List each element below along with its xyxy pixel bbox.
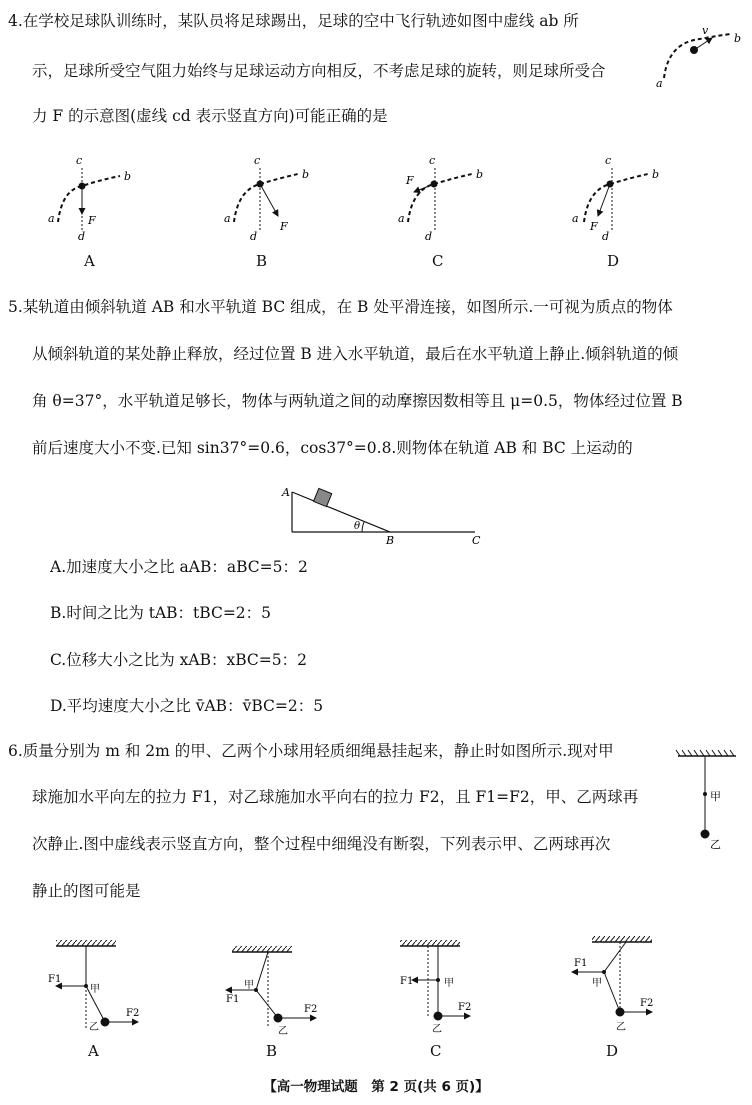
svg-text:b: b bbox=[652, 168, 660, 181]
q4-option-c-figure bbox=[398, 154, 483, 243]
svg-text:d: d bbox=[250, 230, 258, 243]
svg-text:d: d bbox=[602, 230, 610, 243]
q5-option-c: C.位移大小之比为 xAB：xBC=5：2 bbox=[50, 651, 307, 669]
svg-text:F2: F2 bbox=[304, 1004, 318, 1015]
svg-text:F: F bbox=[280, 220, 288, 233]
q4-option-a-figure bbox=[48, 154, 131, 243]
svg-text:c: c bbox=[605, 154, 612, 167]
svg-text:F: F bbox=[590, 220, 598, 233]
q5-option-b: B.时间之比为 tAB：tBC=2：5 bbox=[50, 604, 272, 622]
q6-option-a-figure bbox=[48, 940, 139, 1033]
svg-text:c: c bbox=[76, 154, 83, 167]
q5-line-2: 从倾斜轨道的某处静止释放，经过位置 B 进入水平轨道，最后在水平轨道上静止.倾斜轨道的倾 bbox=[32, 345, 679, 363]
q5-label-a: A bbox=[282, 486, 290, 499]
q5-line-3: 角 θ=37°，水平轨道足够长，物体与两轨道之间的动摩擦因数相等且 μ=0.5，物体经过位置 B bbox=[32, 392, 683, 410]
q6-line-3: 次静止.图中虚线表示竖直方向，整个过程中细绳没有断裂，下列表示甲、乙两球再次 bbox=[32, 835, 611, 853]
q4-option-d-letter: D bbox=[607, 252, 620, 270]
svg-text:F: F bbox=[406, 174, 414, 187]
svg-text:F2: F2 bbox=[640, 998, 654, 1009]
q6-option-c-figure bbox=[400, 940, 471, 1035]
svg-text:F: F bbox=[88, 214, 96, 227]
q4-trajectory-figure bbox=[650, 22, 750, 92]
q5-option-a: A.加速度大小之比 aAB：aBC=5：2 bbox=[50, 558, 308, 576]
q6-option-d-letter: D bbox=[606, 1042, 619, 1060]
svg-text:d: d bbox=[78, 230, 86, 243]
q4-option-figures bbox=[0, 150, 752, 250]
q5-label-b: B bbox=[386, 534, 395, 547]
q4-option-c-letter: C bbox=[432, 252, 444, 270]
q6-line-4: 静止的图可能是 bbox=[32, 882, 141, 900]
svg-text:b: b bbox=[302, 168, 310, 181]
svg-text:d: d bbox=[425, 230, 433, 243]
q4-top-a-label: a bbox=[656, 77, 663, 90]
svg-text:c: c bbox=[429, 154, 436, 167]
q4-line-2: 示，足球所受空气阻力始终与足球运动方向相反，不考虑足球的旋转，则足球所受合 bbox=[32, 62, 606, 80]
q6-option-d-figure bbox=[572, 936, 653, 1033]
svg-text:a: a bbox=[224, 212, 231, 225]
q6-option-b-letter: B bbox=[266, 1042, 278, 1060]
svg-text:甲: 甲 bbox=[444, 978, 454, 989]
q4-top-v-label: v bbox=[702, 24, 709, 37]
q4-option-d-figure bbox=[572, 154, 659, 243]
svg-text:a: a bbox=[398, 212, 405, 225]
svg-text:F1: F1 bbox=[226, 994, 240, 1005]
q6-option-b-figure bbox=[226, 946, 317, 1037]
q5-line-1: 5.某轨道由倾斜轨道 AB 和水平轨道 BC 组成，在 B 处平滑连接，如图所示.一可视为质点的物体 bbox=[8, 298, 673, 316]
svg-text:乙: 乙 bbox=[616, 1022, 626, 1033]
q6-hanging-figure bbox=[670, 748, 750, 858]
svg-text:甲: 甲 bbox=[244, 980, 254, 991]
svg-text:a: a bbox=[48, 212, 55, 225]
q6-option-a-letter: A bbox=[88, 1042, 99, 1060]
svg-text:a: a bbox=[572, 212, 579, 225]
q4-option-a-letter: A bbox=[84, 252, 95, 270]
q4-option-b-letter: B bbox=[256, 252, 268, 270]
q5-label-c: C bbox=[472, 534, 481, 547]
q5-option-d: D.平均速度大小之比 v̄AB：v̄BC=2：5 bbox=[50, 697, 324, 715]
q4-line-1: 4.在学校足球队训练时，某队员将足球踢出，足球的空中飞行轨迹如图中虚线 ab 所 bbox=[8, 12, 579, 30]
q5-label-theta: θ bbox=[354, 521, 361, 532]
svg-text:F2: F2 bbox=[126, 1008, 140, 1019]
q6-yi-label: 乙 bbox=[710, 838, 721, 851]
q4-line-3: 力 F 的示意图(虚线 cd 表示竖直方向)可能正确的是 bbox=[32, 107, 388, 125]
svg-text:F1: F1 bbox=[574, 958, 588, 969]
page-footer: 【高一物理试题 第 2 页(共 6 页)】 bbox=[263, 1079, 489, 1095]
svg-text:b: b bbox=[476, 168, 484, 181]
svg-text:F1: F1 bbox=[400, 976, 414, 987]
q6-option-figures bbox=[0, 930, 752, 1045]
q6-line-1: 6.质量分别为 m 和 2m 的甲、乙两个小球用轻质细绳悬挂起来，静止时如图所示.现对甲 bbox=[8, 742, 614, 760]
q5-line-4: 前后速度大小不变.已知 sin37°=0.6，cos37°=0.8.则物体在轨道 AB 和 BC 上运动的 bbox=[32, 439, 633, 457]
q4-option-b-figure bbox=[224, 154, 309, 243]
svg-text:甲: 甲 bbox=[592, 978, 602, 989]
svg-text:甲: 甲 bbox=[90, 984, 100, 995]
q6-option-c-letter: C bbox=[430, 1042, 442, 1060]
q4-top-b-label: b bbox=[734, 32, 742, 45]
q5-track-figure bbox=[280, 482, 490, 547]
svg-text:F2: F2 bbox=[458, 1002, 472, 1013]
svg-text:b: b bbox=[124, 170, 132, 183]
svg-text:乙: 乙 bbox=[89, 1022, 99, 1033]
svg-text:c: c bbox=[254, 154, 261, 167]
svg-text:乙: 乙 bbox=[278, 1026, 288, 1037]
svg-text:乙: 乙 bbox=[432, 1024, 442, 1035]
q6-jia-label: 甲 bbox=[710, 790, 721, 803]
svg-text:F1: F1 bbox=[48, 974, 62, 985]
q6-line-2: 球施加水平向左的拉力 F1，对乙球施加水平向右的拉力 F2，且 F1=F2，甲、乙两球再 bbox=[32, 788, 639, 806]
